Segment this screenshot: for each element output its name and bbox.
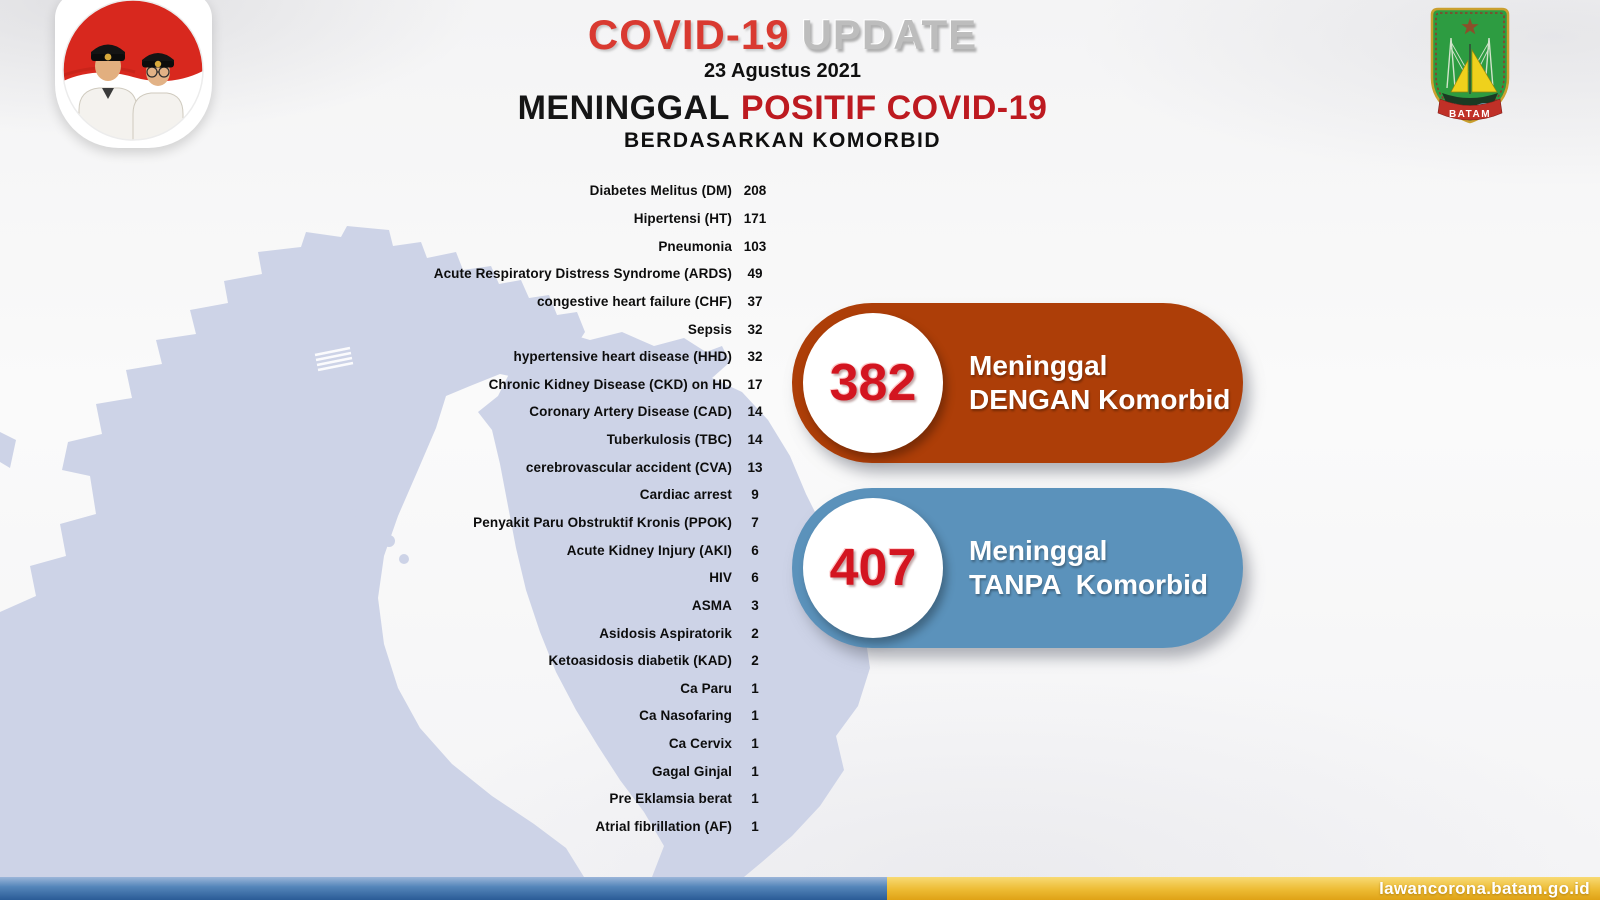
comorbid-row — [300, 647, 780, 675]
comorbid-row — [300, 205, 780, 233]
brand-covid: COVID-19 — [587, 11, 790, 58]
comorbid-label: Diabetes Melitus (DM) — [589, 183, 732, 199]
comorbid-row — [300, 785, 780, 813]
footer-bar — [0, 877, 1600, 900]
comorbid-row — [300, 592, 780, 620]
comorbid-row — [300, 536, 780, 564]
comorbid-row — [300, 509, 780, 537]
comorbid-value: 2 — [751, 625, 759, 641]
comorbid-label: Atrial fibrillation (AF) — [595, 819, 732, 835]
comorbid-label: Ca Paru — [680, 680, 732, 696]
badge-tanpa-line1: Meninggal — [969, 535, 1108, 566]
officials-photo-art — [55, 0, 212, 148]
comorbid-value: 37 — [747, 293, 763, 309]
comorbid-label: Coronary Artery Disease (CAD) — [529, 404, 732, 420]
footer-gold-stripe — [887, 877, 1600, 900]
comorbid-label: Chronic Kidney Disease (CKD) on HD — [488, 376, 732, 392]
badge-dengan-label — [969, 349, 1230, 417]
badge-dengan-value: 382 — [829, 354, 917, 412]
comorbid-value: 7 — [751, 515, 759, 530]
footer-blue-stripe — [0, 877, 887, 900]
badge-tanpa-line2: TANPA Komorbid — [969, 569, 1209, 600]
badge-dengan-komorbid — [792, 303, 1243, 463]
comorbid-label: Pneumonia — [658, 238, 732, 254]
comorbid-label: HIV — [709, 570, 732, 586]
comorbid-row — [300, 232, 780, 260]
comorbid-label: Acute Respiratory Distress Syndrome (ARDS) — [433, 266, 732, 282]
comorbid-row — [300, 481, 780, 509]
badge-dengan-circle — [803, 313, 943, 453]
comorbid-value: 3 — [751, 597, 759, 613]
comorbid-list — [300, 177, 780, 840]
comorbid-value: 32 — [747, 349, 763, 365]
header — [0, 12, 1565, 152]
comorbid-value: 1 — [751, 680, 759, 696]
comorbid-label: Ca Cervix — [668, 736, 732, 752]
batam-seal-icon — [1428, 6, 1512, 126]
title-meninggal: MENINGGAL — [517, 88, 730, 127]
comorbid-label: ASMA — [691, 597, 732, 613]
comorbid-label: Gagal Ginjal — [652, 763, 732, 779]
comorbid-value: 32 — [747, 321, 763, 337]
comorbid-row — [300, 398, 780, 426]
brand-title — [0, 12, 1565, 57]
brand-update: UPDATE — [801, 11, 978, 58]
badge-dengan-line1: Meninggal — [969, 350, 1108, 381]
comorbid-row — [300, 288, 780, 316]
comorbid-label: Ketoasidosis diabetik (KAD) — [548, 653, 732, 669]
comorbid-row — [300, 675, 780, 703]
officials-photo — [55, 0, 212, 148]
comorbid-label: Hipertensi (HT) — [633, 210, 732, 226]
comorbid-label: Penyakit Paru Obstruktif Kronis (PPOK) — [473, 515, 732, 530]
comorbid-label: Ca Nasofaring — [639, 708, 732, 724]
comorbid-row — [300, 177, 780, 205]
comorbid-value: 49 — [747, 266, 763, 282]
title-positif: POSITIF COVID-19 — [740, 88, 1048, 127]
comorbid-label: Acute Kidney Injury (AKI) — [566, 542, 732, 558]
comorbid-label: Sepsis — [687, 321, 732, 337]
footer-url: lawancorona.batam.go.id — [1379, 878, 1590, 898]
badge-tanpa-value: 407 — [829, 539, 917, 597]
comorbid-value: 208 — [743, 183, 767, 199]
comorbid-value: 1 — [751, 736, 759, 752]
comorbid-row — [300, 564, 780, 592]
page-subtitle: BERDASARKAN KOMORBID — [624, 128, 941, 152]
badge-dengan-line2: DENGAN Komorbid — [969, 384, 1231, 415]
comorbid-value: 171 — [743, 210, 767, 226]
comorbid-label: cerebrovascular accident (CVA) — [525, 459, 732, 475]
comorbid-value: 6 — [751, 542, 759, 558]
comorbid-row — [300, 757, 780, 785]
comorbid-value: 6 — [751, 570, 759, 586]
comorbid-row — [300, 260, 780, 288]
comorbid-row — [300, 453, 780, 481]
comorbid-label: Asidosis Aspiratorik — [599, 625, 732, 641]
page-title — [0, 90, 1565, 127]
comorbid-value: 14 — [747, 432, 763, 448]
comorbid-value: 1 — [751, 763, 759, 779]
badge-tanpa-komorbid — [792, 488, 1243, 648]
report-date: 23 Agustus 2021 — [703, 60, 862, 83]
comorbid-value: 17 — [747, 376, 763, 392]
comorbid-value: 1 — [751, 708, 759, 724]
batam-seal — [1428, 6, 1512, 126]
comorbid-value: 13 — [747, 459, 763, 475]
comorbid-label: Tuberkulosis (TBC) — [606, 432, 732, 448]
comorbid-value: 103 — [743, 238, 767, 254]
comorbid-value: 2 — [751, 653, 759, 669]
badge-tanpa-label — [969, 534, 1208, 602]
comorbid-row — [300, 370, 780, 398]
comorbid-row — [300, 813, 780, 841]
comorbid-value: 1 — [751, 819, 759, 835]
seal-label: BATAM — [1448, 109, 1492, 120]
comorbid-label: congestive heart failure (CHF) — [536, 293, 732, 309]
comorbid-label: Cardiac arrest — [639, 487, 732, 503]
comorbid-value: 14 — [747, 404, 763, 420]
comorbid-label: hypertensive heart disease (HHD) — [513, 349, 732, 365]
comorbid-row — [300, 426, 780, 454]
comorbid-row — [300, 702, 780, 730]
comorbid-row — [300, 315, 780, 343]
comorbid-label: Pre Eklamsia berat — [609, 791, 732, 807]
comorbid-row — [300, 619, 780, 647]
comorbid-value: 9 — [751, 487, 759, 503]
comorbid-row — [300, 730, 780, 758]
comorbid-row — [300, 343, 780, 371]
badge-tanpa-circle — [803, 498, 943, 638]
comorbid-value: 1 — [751, 791, 759, 807]
